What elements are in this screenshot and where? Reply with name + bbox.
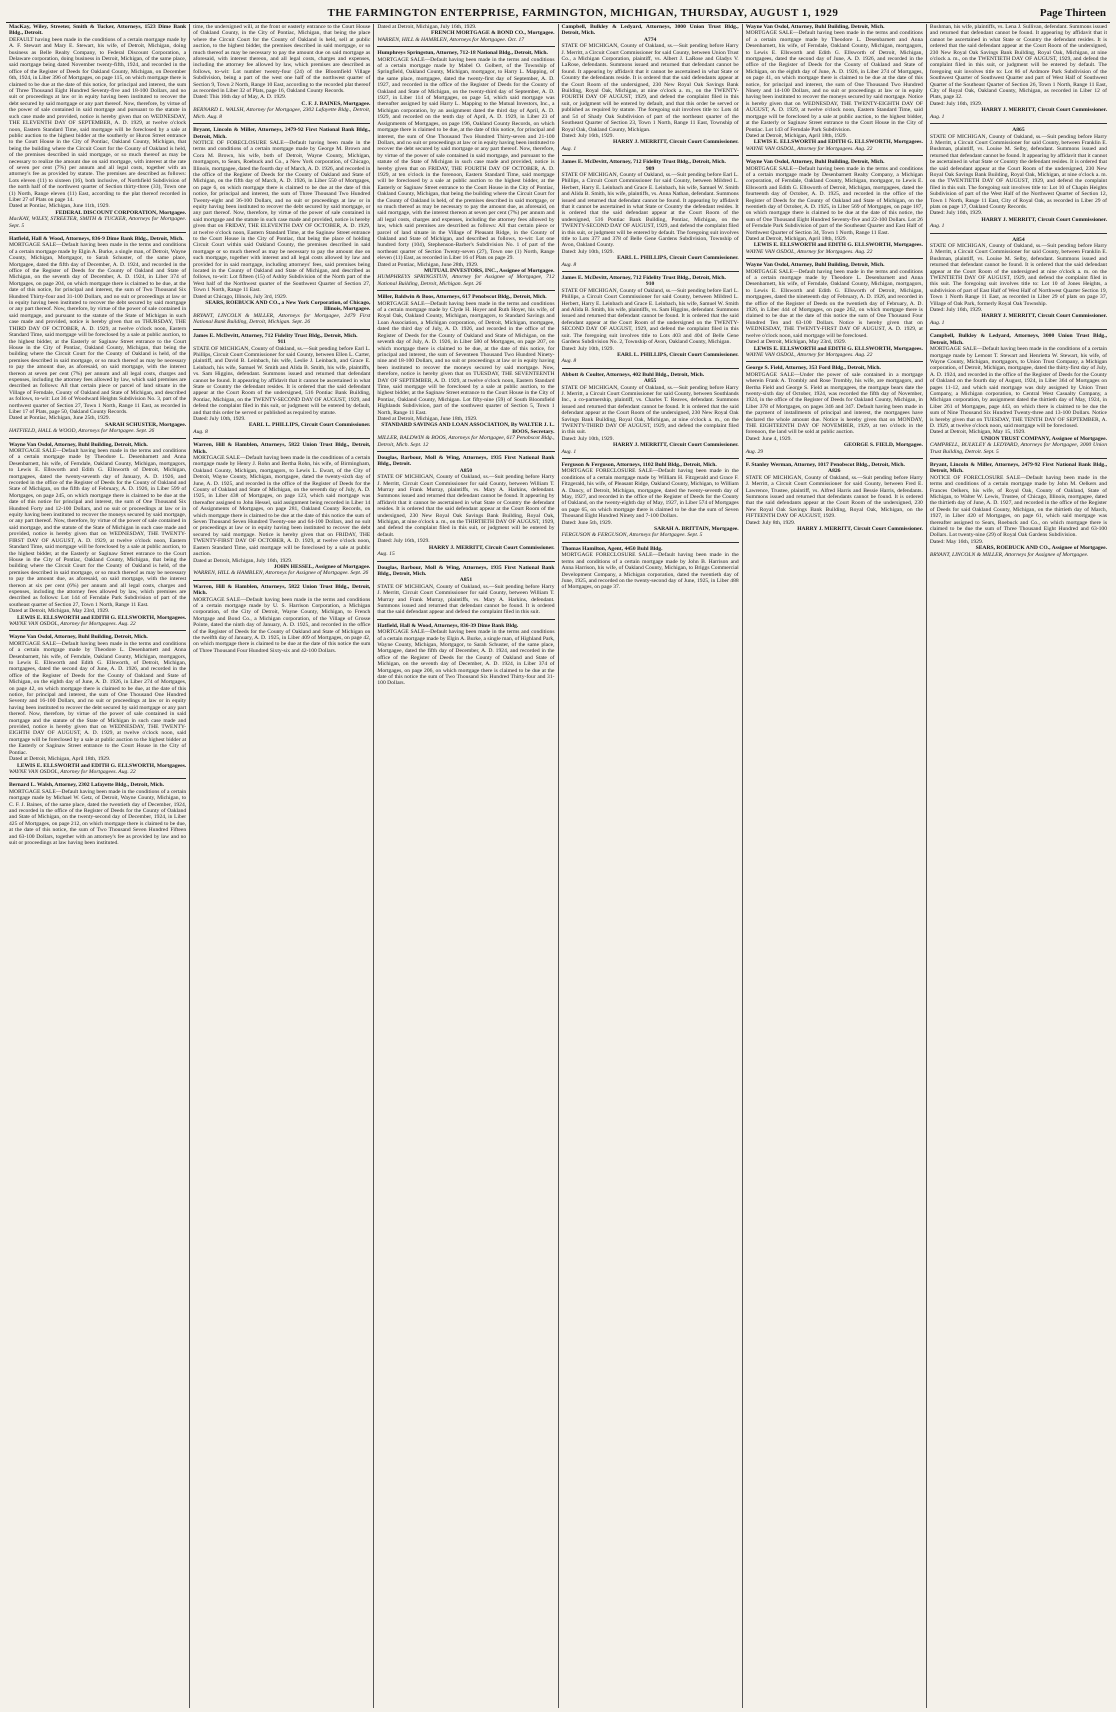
notice-divider bbox=[377, 46, 554, 47]
notice-foot: CAMPBELL, BULKLEY & LEDYARD, Attorneys for Mortgagee, 3000 Union Trust Building, Detroit. Sept. 5 bbox=[929, 442, 1108, 455]
notice-head: Thomas Hamilton, Agent, 4450 Buhl Bldg. bbox=[561, 545, 663, 552]
notice-foot: BRYANT, LINCOLN & MILLER, Attorneys for Assignee of Mortgagee. bbox=[929, 551, 1089, 558]
notice-head: James E. McDevitt, Attorney, 712 Fidelity Trust Bldg., Detroit, Mich. bbox=[193, 332, 358, 339]
notice-date: Dated: July 16th, 1929. bbox=[561, 132, 614, 139]
column-4 bbox=[558, 24, 742, 1708]
notice-head: James E. McDevitt, Attorney, 712 Fidelity Trust Bldg., Detroit, Mich. bbox=[561, 275, 726, 282]
notice-foot: BRYANT, LINCOLN & MILLER, Attorneys for Mortgagee, 2479 First National Bank Building, Detroit, Michigan. Sept. 26 bbox=[193, 312, 371, 326]
notice-head: Miller, Baldwin & Boos, Attorneys, 617 Penobscot Bldg., Detroit, Mich. bbox=[377, 294, 547, 301]
notice-ref: A865 bbox=[1012, 127, 1025, 134]
notice-head: Warren, Hill & Hamblen, Attorneys, 5822 Union Trust Bldg., Detroit, Mich. bbox=[193, 583, 371, 597]
notice-foot: FERGUSON & FERGUSON, Attorneys for Mortgagee. Sept. 5 bbox=[561, 532, 703, 539]
column-1 bbox=[6, 24, 189, 1708]
notice-body: MORTGAGE SALE—Default having been made in the terms and conditions of a certain mortgage made by Desenbarnett Realty Company, a Michigan corporation, of Ferndale, Oakland County, Michigan, mortgagor, to Lewis E. Ellsworth and Edith G. Ellsworth of Detroit, Michigan, mortgagees, dated the fourteenth day of October, A. D. 1925, and recorded in the office of the Register of Deeds for the County of Oakland and State of Michigan, on the twentieth day of October, A. D. 1925, in Liber 569 of Mortgages, on page 187, on which mortgage there is claimed to be due at the date of this notice, the sum of One Thousand Eight Hundred Seventy-five and 22-100 Dollars. Lot 26 of Ferndale Park Subdivision of part of the Southeast Quarter and East Half of Northwest Quarter of Section 34, Town 1 North, Range 11 East. bbox=[745, 165, 923, 236]
notice-foot: Aug. 8 bbox=[193, 428, 208, 435]
notice-divider bbox=[377, 619, 554, 620]
notice-head: Douglas, Barbour, Moll & Wing, Attorneys, 1935 First National Bank Bldg., Detroit, Mich. bbox=[377, 564, 555, 577]
notice-ref: A855 bbox=[643, 378, 657, 385]
notice-body: MORTGAGE SALE—Default having been made in the conditions of a certain mortgage made by Lemont T. Stewart and Henrietta W. Stewart, his wife, of Wayne County, Michigan, mortgagors, to Union Trust Company, a Michigan corporation, of Detroit, Michigan, mortgagee, dated the thirty-first day of July, A. D. 1924, and recorded in the office of the Register of Deeds for the County of Oakland on the fourth day of August, 1924, in Liber 364 of Mortgages on pages 11-12, and which said mortgage was duly assigned by Union Trust Company, a Michigan corporation, to Central West Casualty Company, a Michigan corporation, by assignment dated the thirtieth day of May, 1924, in Liber 261 of Mortgages, page 443, on which there is claimed to be due the sum of Nine Thousand Six Hundred Twenty-three and 13-100 Dollars. Notice is hereby given that on TUESDAY, THE TENTH DAY OF SEPTEMBER, A. D. 1929, at twelve o'clock noon, said mortgage will be foreclosed. bbox=[929, 346, 1108, 429]
notice-head: Bryant, Lincoln & Miller, Attorneys, 2479-92 First National Bank Bldg., Detroit, Mich. bbox=[929, 462, 1108, 475]
notice-sig: FEDERAL DISCOUNT CORPORATION, Mortgagee. bbox=[55, 209, 187, 216]
notice-foot: Aug. 8 bbox=[561, 358, 577, 365]
legal-notice bbox=[377, 565, 554, 616]
notice-divider bbox=[377, 290, 554, 291]
legal-notice bbox=[9, 634, 186, 775]
notice-sig: JOHN HESSEL, Assignee of Mortgagee. bbox=[273, 563, 371, 570]
notice-body: time, the undersigned will, at the front or easterly entrance to the Court House of Oakland County, in the City of Pontiac, Michigan, that being the place where the Circuit Court for the County of Oakland is held, sell at public auction, to the highest bidder, the premises described in said mortgage, or so much thereof as may be necessary to pay the amount due on said mortgage as aforesaid, with interest thereon, and all legal costs, charges and expenses, including the attorney fee allowed by law, which premises are described as follows, to-wit: Lot number twenty-four (24) of the Bloomfield Village Subdivision, being a part of the west one half of the northwest quarter of Section 9, Town 2 North, Range 10 East, according to the recorded plat thereof as recorded in Liber 32 of Plats, page 16, Oakland County Records. bbox=[193, 24, 371, 95]
notice-sig: LEWIS E. ELLSWORTH and EDITH G. ELLSWORTH, Mortgagees. bbox=[753, 139, 923, 146]
notice-head: Wayne Van Osdol, Attorney, Buhl Building, Detroit, Mich. bbox=[9, 634, 148, 641]
legal-notice bbox=[193, 333, 370, 436]
notice-ref: A774 bbox=[643, 36, 657, 43]
notice-date: Dated: July 16th, 1929. bbox=[929, 100, 983, 107]
notice-foot: Aug. 1 bbox=[561, 145, 577, 152]
legal-notice bbox=[746, 159, 923, 255]
legal-notice bbox=[562, 159, 739, 268]
notice-foot: Aug. 15 bbox=[377, 551, 395, 558]
notice-divider bbox=[193, 329, 370, 330]
notice-date: Dated: July 16th, 1929. bbox=[377, 538, 430, 545]
notice-foot: WARREN, HILL & HAMBLEN, Attorneys for Assignee of Mortgagee. Sept. 26 bbox=[193, 570, 369, 577]
notice-body: MORTGAGE SALE—Default having been made in the terms and conditions of a certain mortgage made by Theodore L. Desenbarnett and Anna Desenbarnett, his wife, of Ferndale, Oakland County, Michigan, mortgagors, to Lewis E. Ellsworth and Edith G. Ellsworth of Detroit, Michigan, mortgagees, dated the twenty-seventh day of January, A. D. 1926, and recorded in the office of the Register of Deeds for the County of Oakland and State of Michigan, on the fifth day of February, A. D. 1926, in Liber 599 of Mortgages, on page 245, on which mortgage there is claimed to be due at the date of this notice for principal and interest, the sum of One Thousand Six Hundred Forty and 12-100 Dollars, and no suit or proceedings at law or in equity having been instituted to recover the moneys secured by said mortgage, or any part thereof. Now, therefore, by virtue of the power of sale contained in said mortgage, and the statute of the State of Michigan in such case made and provided, notice is hereby given that on WEDNESDAY, THE TWENTY-FIRST DAY OF AUGUST, A. D. 1929, at twelve o'clock noon, Eastern Standard Time, said mortgage will be foreclosed by a sale at public auction, to the highest bidder, at the Easterly or Saginaw Street entrance to the Court House in the City of Pontiac, Oakland County, Michigan, that being the building where the Circuit Court for the County of Oakland is held, of the premises described in said mortgage, or so much thereof as may be necessary to pay the amount due, as aforesaid, on said mortgage, with the interest thereon at six per cent (6%) per annum and all legal costs, charges and expenses, including the attorney fees allowed by law, which premises are described as follows: Lot 144 of Ferndale Park Subdivision of part of the southeast quarter of Section 27, Town 1 North, Range 11 East. bbox=[9, 448, 187, 608]
notice-sig: SEARS, ROEBUCK AND CO., a New York Corporation, of Chicago, Illinois, Mortgagee. bbox=[205, 300, 371, 313]
notice-foot: WARREN, HILL & HAMBLEN, Attorneys for Mortgagee. Oct. 17 bbox=[377, 36, 525, 43]
notice-sig: HARRY J. MERRITT, Circuit Court Commissioner. bbox=[981, 107, 1108, 114]
notice-date: Dated at Detroit, Michigan, April 18th, 1929. bbox=[9, 756, 111, 763]
legal-notice bbox=[746, 24, 923, 152]
legal-notice bbox=[562, 24, 739, 152]
notice-date: Dated at Detroit, Michigan, April 18th, 1929. bbox=[745, 132, 847, 139]
notice-ref: A826 bbox=[828, 468, 841, 475]
notice-body: Bushman, his wife, plaintiffs, vs. Lena J. Sullivan, defendant. Summons issued and returned that defendant cannot be found. It appearing by affidavit that it cannot be ascertained in what State or Country the defendant resides. It is ordered that the said defendant appear at the Court Room of the undersigned, 230 New Royal Oak Savings Bank Building, Royal Oak, Michigan, at nine o'clock a. m., on the TWENTIETH DAY OF AUGUST, 1929, and defend the complaint filed in this suit, or judgment will be entered by default. The foregoing suit involves title to: Lot 86 of Ardmore Park Subdivision of the Southwest Quarter of Southwest Quarter and part of West Half of Southwest Quarter of the Southeast Quarter of Section 26, Town 1 North, Range 11 East, City of Royal Oak, Oakland County, Michigan, as recorded in Liber 12 of Plats, page 32. bbox=[929, 24, 1108, 101]
legal-notice bbox=[377, 623, 554, 687]
notice-divider bbox=[562, 542, 739, 543]
notice-sig: SARAH A. BRITTAIN, Mortgagee. bbox=[653, 526, 739, 533]
notice-body: DEFAULT having been made in the conditions of a certain mortgage made by A. F. Stewart and Mary E. Stewart, his wife, of Detroit, Michigan, doing business as Belle Realty Company, to Federal Discount Corporation, a Delaware corporation, doing business in Detroit, Michigan, of the same place, said mortgage being dated November twenty-fifth, 1924, and recorded in the office of the Register of Deeds for Oakland County, Michigan, on December 6th, 1924, in Liber 396 of Mortgages, on page 115, on which mortgage there is claimed to be due at the date of this notice, for principal and interest, the sum of Three Thousand Eight Hundred Seventy-five and 18-100 Dollars, and no suit or proceedings at law or in equity having been instituted to recover the debt secured by said mortgage or any part thereof. Now, therefore, by virtue of the power of sale contained in said mortgage and pursuant to the statute in such case made and provided, notice is hereby given that on WEDNESDAY, THE ELEVENTH DAY OF SEPTEMBER, A. D. 1929, at twelve o'clock noon, Eastern Standard Time, said mortgage will be foreclosed by a sale at public auction to the highest bidder at the southerly or Huron Street entrance to the Court House in the City of Pontiac, Oakland County, Michigan, that being the building where the Circuit Court for the County of Oakland is held, of the premises described in said mortgage, or so much thereof as may be necessary to realize the amount due on said mortgage, with interest at the rate of seven per cent (7%) per annum and all legal costs, together with an attorney's fee as provided by statute. The premises are described as follows: Lots eleven (11) to sixteen (16), both inclusive, of Northfield Subdivision of the north half of the northwest quarter of Section thirty-three (33), Town one (1) North, Range eleven (11) East, according to the plat thereof recorded in Liber 27 of Plats on page 14. bbox=[9, 36, 187, 203]
notice-head: George S. Field, Attorney, 353 Ford Bldg., Detroit, Mich. bbox=[745, 365, 881, 372]
notice-head: Bernard L. Walsh, Attorney, 2302 Lafayette Bldg., Detroit, Mich. bbox=[9, 782, 165, 789]
notice-divider bbox=[9, 778, 186, 779]
legal-notice bbox=[9, 24, 186, 229]
notice-head: Hatfield, Hall & Wood, Attorneys, 836-9 Dime Bank Bldg., Detroit, Mich. bbox=[9, 236, 184, 242]
notice-sig: GEORGE S. FIELD, Mortgagee. bbox=[843, 442, 923, 449]
legal-notice bbox=[193, 127, 370, 326]
notice-body: STATE OF MICHIGAN, County of Oakland, ss.—Suit pending before Harry J. Merritt, Circuit Court Commissioner for said County, between William T. Murray and Frank Murray, plaintiffs, vs. Mary A. Harkins, defendant. Summons issued and returned that defendant cannot be found. It is ordered that the said defendant appear and defend the complaint filed in this suit. bbox=[377, 583, 555, 616]
notice-body: MORTGAGE SALE—Default having been made in the conditions of a certain mortgage made by Henry J. Rohn and Bertha Rohn, his wife, of Birmingham, Oakland County, Michigan, mortgagors, to Lewis L. Ewart, of the City of Detroit, Wayne County, Michigan, mortgagee, dated the twenty-sixth day of June, A. D. 1925, and recorded in the office of the Register of Deeds for the County of Oakland and State of Michigan, on the seventh day of July, A. D. 1925, in Liber 438 of Mortgages, on page 123, which said mortgage was thereafter assigned to John Hessel, said assignment being recorded in Liber 14 of Assignments of Mortgages, on page 281, Oakland County Records, on which mortgage there is claimed to be due at the date of this notice the sum of Seven Thousand Seven Hundred Twenty-one and 64-100 Dollars, and no suit or proceedings at law or in equity having been instituted to recover the debt secured by said mortgage. Notice is hereby given that on FRIDAY, THE TWENTY-FIRST DAY OF OCTOBER, A. D. 1929, at twelve o'clock noon, Eastern Standard Time, said mortgage will be foreclosed by a sale at public auction. bbox=[193, 455, 371, 558]
notice-body: MORTGAGE SALE—Default having been made in the terms and conditions of a certain mortgage made by Elgin A. Burke, a single man, of Highland Park, Wayne County, Michigan, Mortgagor, to Sarah Schuster, of the same place, Mortgagee, dated the fifth day of December, A. D. 1924, and recorded in the office of the Register of Deeds for the County of Oakland and State of Michigan, on the seventh day of December, A. D. 1924, in Liber 374 of Mortgages, on page 206, on which mortgage there is claimed to be due at the date of this notice the sum of Two Thousand Six Hundred Thirty-four and 31-100 Dollars. bbox=[377, 629, 555, 687]
notice-divider bbox=[562, 368, 739, 369]
notice-body: MORTGAGE SALE—Default having been made in the terms and conditions of a certain mortgage made by Theodore L. Desenbarnett and Anna Desenbarnett, his wife, of Ferndale, Oakland County, Michigan, mortgagors, to Lewis E. Ellsworth and Edith G. Ellsworth, of Detroit, Michigan, mortgagees, dated the second day of June, A. D. 1926, and recorded in the office of the Register of Deeds for the County of Oakland and State of Michigan, on the eighth day of June, A. D. 1926, in Liber 274 of Mortgages, on page 42, on which mortgage there is claimed to be due, at the date of this notice, for principal and interest, the sum of One Thousand One Hundred Seventy and 16-100 Dollars, and no suit or proceedings at law or in equity having been instituted to recover the debt secured by said mortgage or any part thereof. Now, therefore, by virtue of the power of sale contained in said mortgage and the statute of the State of Michigan in such case made and provided, notice is hereby given that on WEDNESDAY, THE TWENTY-EIGHTH DAY OF AUGUST, A. D. 1929, at twelve o'clock noon, said mortgage will be foreclosed by a sale at public auction to the highest bidder at the Easterly or Saginaw Street entrance to the Court House in the City of Pontiac. bbox=[9, 640, 187, 756]
notice-body: STATE OF MICHIGAN, County of Oakland, ss.—Suit pending before Harry J. Merritt, Circuit Court Commissioner for said County, between William T. Murray and Frank Murray, plaintiffs, vs. Mary A. Harkins, defendant. Summons issued and returned that defendant cannot be found. It appearing by affidavit that it cannot be ascertained in what State or Country the defendant resides. It is ordered that the said defendant appear at the Court Room of the undersigned, 230 New Royal Oak Savings Bank Building, Royal Oak, Michigan, at nine o'clock a. m., on the THIRTIETH DAY OF AUGUST, 1929, and defend the complaint filed in this suit, or judgment will be entered by default. bbox=[377, 474, 555, 538]
notice-date: Dated at Pontiac, Michigan, June 11th, 1929. bbox=[9, 203, 110, 210]
notice-date: Dated: July 10th, 1929. bbox=[561, 248, 614, 255]
notice-date: Dated: July 16th, 1929. bbox=[929, 307, 983, 314]
notice-date: Dated: July 10th, 1929. bbox=[193, 415, 246, 422]
page-number: Page Thirteen bbox=[1039, 7, 1106, 19]
notice-body: MORTGAGE SALE—Default having been made in the terms and conditions of a certain mortgage made by Elgin A. Burke, a single man, of Detroit, Wayne County, Michigan, Mortgagor, to Sarah Schuster, of the same place, Mortgagee, dated the fifth day of December, A. D. 1924, and recorded in the office of the Register of Deeds for the County of Oakland and State of Michigan, on the seventh day of December, A. D. 1924, in Liber 374 of Mortgages, on page 204, on which mortgage there is claimed to be due, at the date of this notice, for principal and interest, the sum of Two Thousand Six Hundred Thirty-four and 31-100 Dollars, and no suit or proceedings at law or in equity having been instituted to recover the debt secured by said mortgage or any part thereof. Now, therefore, by virtue of the power of sale contained in said mortgage, and pursuant to the statute of the State of Michigan in such case made and provided, notice is hereby given that on THURSDAY, THE THIRD DAY OF OCTOBER, A. D. 1929, at twelve o'clock noon, Eastern Standard Time, said mortgage will be foreclosed by a sale at public auction, to the highest bidder, at the Easterly or Saginaw Street entrance to the Court House in the City of Pontiac, Oakland County, Michigan, that being the building where the Circuit Court for the County of Oakland is held, of the premises described in said mortgage, or so much thereof as may be necessary to pay the amount due, as aforesaid, on said mortgage, with the interest thereon at seven per cent (7%) per annum and all legal costs, charges and expenses, including the attorney fees allowed by law, which said premises are described as follows: All that certain piece or parcel of land situate in the Village of Ferndale, County of Oakland and State of Michigan, and described as follows, to-wit: Lot 36 of Woodward Heights Subdivision No. 3, part of the northwest quarter of Section 27, Town 1 North, Range 11 East, as recorded in Liber 17 of Plats, page 50, Oakland County Records. bbox=[9, 242, 187, 415]
notice-body: STATE OF MICHIGAN, County of Oakland, ss.—Suit pending before Harry J. Merritt, a Circuit Court Commissioner for said County, between Fred E. Lawrence, Trustee, plaintiff, vs. Alfred Harris and Bessie Harris, defendants. Summons issued and returned that defendants cannot be found. It is ordered that the said defendants appear at the Court Room of the undersigned, 230 New Royal Oak Savings Bank Building, Royal Oak, Michigan, on the FIFTEENTH DAY OF AUGUST, 1929. bbox=[745, 474, 923, 520]
notice-body: MORTGAGE FORECLOSURE SALE—Default having been made in the terms and conditions of a certain mortgage made by John B. Harrison and Anna Harrison, his wife, of Oakland County, Michigan, to Briggs Commercial Development Company, a Michigan corporation, dated the twentieth day of June, 1925, and recorded on the twenty-second day of June, 1925, in Liber 488 of Mortgages, on page 37. bbox=[561, 552, 739, 591]
notice-body: MORTGAGE SALE—Default having been made in the terms and conditions of a certain mortgage made by U. S. Harrison Corporation, a Michigan corporation, of the City of Detroit, Wayne County, Michigan, to French Mortgage and Bond Co., a Michigan corporation, of the Village of Grosse Pointe, dated the ninth day of January, A. D. 1925, and recorded in the office of the Register of Deeds for the County of Oakland and State of Michigan on the twelfth day of January, A. D. 1925, in Liber 409 of Mortgages, on page 42, on which mortgage there is claimed to be due at the date of this notice the sum of Three Thousand Four Hundred Sixty-six and 42-100 Dollars. bbox=[193, 596, 371, 654]
notice-divider bbox=[562, 271, 739, 272]
notice-body: MORTGAGE SALE—Under the power of sale contained in a mortgage wherein Frank A. Trombly and Rose Trombly, his wife, are mortgagors, and Bertha Field and George S. Field as mortgagees, the mortgage bears date the twenty-sixth day of October, 1924, was recorded the fifth day of November, 1924, in the office of the Register of Deeds for Oakland County, Michigan, in Liber 378 of Mortgages, on pages 346 and 347. Default having been made in the payment of installments of principal and interest, the mortgagees have declared the whole amount due. Notice is hereby given that on MONDAY, THE EIGHTEENTH DAY OF NOVEMBER, 1929, at ten o'clock in the forenoon, the land will be sold at public auction. bbox=[745, 371, 923, 436]
legal-notice bbox=[930, 333, 1107, 455]
notice-foot: HUMPHREYS SPRINGSTUN, Attorney for Assignee of Mortgagee, 712 National Building, Detroit, Michigan. Sept. 26 bbox=[377, 274, 555, 287]
legal-notice bbox=[193, 442, 370, 577]
notice-foot: MILLER, BALDWIN & BOOS, Attorneys for Mortgagee, 617 Penobscot Bldg., Detroit, Mich. Sept. 12 bbox=[377, 435, 555, 448]
legal-notice bbox=[377, 50, 554, 287]
masthead bbox=[6, 4, 1110, 23]
notice-divider bbox=[562, 155, 739, 156]
notice-body: STATE OF MICHIGAN, County of Oakland, ss.—Suit pending before Earl L. Phillips, a Circuit Court Commissioner for said County, between Mildred L. Herbert, Harry E. Leinbach and Grace E. Leinbach, his wife, Samuel W. Smith and Alida B. Smith, his wife, plaintiffs, vs. Anna Nathan, defendant. Summons issued and returned that defendant cannot be found. It appearing by affidavit that it cannot be ascertained in what State or Country the defendant resides. It is ordered that the said defendant appear at the Court Room of the undersigned, 516 Pontiac Bank Building, Pontiac, Michigan, on the TWENTY-SECOND DAY OF AUGUST, 1929, and defend the complaint filed in this suit, or judgment will be entered by default. The foregoing suit involves title to Lots 377 and 378 of Belle Gene Gardens Subdivision, Township of Avon, Oakland County. bbox=[561, 171, 739, 249]
notice-body: STATE OF MICHIGAN, County of Oakland, ss.—Suit pending before Harry J. Merritt, a Circuit Court Commissioner for said County, between Southlands Inc., a co-partnership, plaintiff, vs. Charles T. Reaves, defendant. Summons issued and returned that defendant cannot be found. It is ordered that the said defendant appear at the Court Room of the undersigned, 230 New Royal Oak Savings Bank Building, Royal Oak, Michigan, at nine o'clock a. m., on the TWENTY-THIRD DAY OF AUGUST, 1929, and defend the complaint filed in this suit. bbox=[561, 384, 739, 436]
legal-notice bbox=[930, 462, 1107, 558]
notice-sig: MUTUAL INVESTORS, INC., Assignee of Mortgagee. bbox=[423, 268, 555, 275]
notice-divider bbox=[193, 123, 370, 124]
notice-sig: HARRY J. MERRITT, Circuit Court Commissioner. bbox=[981, 216, 1108, 223]
notice-divider bbox=[9, 630, 186, 631]
legal-notice bbox=[377, 24, 554, 43]
notice-divider bbox=[377, 451, 554, 452]
notice-head: Wayne Van Osdol, Attorney, Buhl Building, Detroit, Mich. bbox=[9, 441, 148, 448]
notice-head: Campbell, Bulkley & Ledyard, Attorneys, 3000 Union Trust Bldg., Detroit, Mich. bbox=[929, 333, 1108, 346]
notice-head: Hatfield, Hall & Wood, Attorneys, 836-39 Dime Bank Bldg. bbox=[377, 622, 519, 629]
notice-sig: EARL L. PHILLIPS, Circuit Court Commissioner. bbox=[617, 255, 739, 262]
notice-date: Dated at Detroit, Michigan, May 15, 1929. bbox=[929, 429, 1026, 436]
notice-body: STATE OF MICHIGAN, County of Oakland, ss.—Suit pending before Harry J. Merritt, a Circuit Court Commissioner for said County, between Union Trust Co., a Michigan Corporation, plaintiff, vs. Albert J. LaRose and Gladys V. LaRose, defendants. Summons issued and returned that defendant cannot be found. It appearing by affidavit that it cannot be ascertained in what State or Country the defendants reside. It is ordered that the said defendants appear at the Court Room of the undersigned, 230 New Royal Oak Savings Bank Building, Royal Oak, Michigan, at nine o'clock a. m., on the TWENTY-FOURTH DAY OF AUGUST, 1929, and defend the complaint filed in this suit, or judgment will be entered by default, and that this order be served or published as required by statute. The foregoing suit involves title to: Lots 44 and 54 of Shady Oak Subdivision of part of the northeast quarter of the Southeast Quarter of Section 23, Town 1 North, Range 11 East, Township of Royal Oak, Oakland County, Michigan. bbox=[561, 43, 739, 133]
notice-date: Dated: June 5th, 1929. bbox=[561, 519, 613, 526]
legal-notice bbox=[746, 365, 923, 455]
notice-body: STATE OF MICHIGAN, County of Oakland, ss.—Suit pending before Harry J. Merritt, a Circuit Court Commissioner for said County, between Franklin E. Bushman, plaintiff, vs. Louise M. Selby, defendant. Summons issued and returned that defendant cannot be found. It appearing by affidavit that it cannot be ascertained in what State or Country the defendant resides. It is ordered that the said defendant appear at the Court Room of the undersigned, 230 New Royal Oak Savings Bank Building, Royal Oak, Michigan, at nine o'clock a. m. on the TWENTIETH DAY OF AUGUST, 1929, and defend the complaint filed in this suit. The foregoing suit involves title to: Lot 10 of Chapin Heights Subdivision of part of the West Half of the Northwest Quarter of Section 12, Town 1 North, Range 11 East, City of Royal Oak, as recorded in Liber 29 of plats on page 17, Oakland County Records. bbox=[929, 133, 1108, 210]
notice-date: Dated at Detroit, Michigan, July 16th, 1929. bbox=[193, 557, 293, 564]
masthead-title: THE FARMINGTON ENTERPRISE, FARMINGTON, MICHIGAN, THURSDAY, AUGUST 1, 1929 bbox=[327, 7, 839, 19]
notice-date: Dated at Detroit, Michigan, May 23rd, 1929. bbox=[745, 339, 847, 346]
notice-sig: HARRY J. MERRITT, Circuit Court Commissioner. bbox=[428, 544, 555, 551]
notice-date: Dated: July 10th, 1929. bbox=[561, 435, 614, 442]
notice-foot: Aug. 1 bbox=[929, 319, 945, 326]
notice-divider bbox=[746, 458, 923, 459]
notice-date: Dated: July 16th, 1929. bbox=[929, 210, 983, 217]
notice-head: Warren, Hill & Hamblen, Attorneys, 5822 Union Trust Bldg., Detroit, Mich. bbox=[193, 442, 371, 455]
notice-foot: HATFIELD, HALL & WOOD, Attorneys for Mortgagee. Sept. 26 bbox=[9, 428, 155, 435]
notice-body: NOTICE OF FORECLOSURE SALE—Default having been made in the terms and conditions of a certain mortgage made by John M. Oelkers and Frances Oelkers, his wife, of Royal Oak, County of Oakland, State of Michigan, to Walter W. Lewis, Trustee, of Chicago, Illinois, mortgagee, dated the thirtieth day of June, A. D. 1927, and recorded in the office of the Register of Deeds for said Oakland County, Michigan, on the thirtieth day of March, 1927, in Liber 420 of Mortgages, on page 61, which said mortgage was thereafter assigned to Sears, Roebuck and Co., on which mortgage there is claimed to be due the sum of Three Thousand Eight Hundred and 63-100 Dollars. Lot twenty-nine (29) of Royal Oak Gardens Subdivision. bbox=[929, 474, 1108, 539]
notice-sig: STANDARD SAVINGS AND LOAN ASSOCIATION, By WALTER J. L. BOOS, Secretary. bbox=[381, 422, 555, 435]
notice-divider bbox=[746, 361, 923, 362]
legal-notice bbox=[9, 442, 186, 628]
notice-body: STATE OF MICHIGAN, County of Oakland, ss.—Suit pending before Earl L. Phillips, Circuit Court Commissioner for said County, between Ellen L. Carter, plaintiff, and David B. Leinbach, his wife, Leslie J. Leinbach, and Grace E. Leinbach, his wife, Samuel W. Smith and Alida B. Smith, his wife, plaintiffs, vs. Sam Higgins, defendant. Summons issued and returned that defendant cannot be found. It appearing by affidavit that it cannot be ascertained in what State or Country the defendant resides. It is ordered that the said defendant appear at the Court Room of the undersigned, 516 Pontiac Bank Building, Pontiac, Michigan, on the TWENTY-SECOND DAY OF AUGUST, 1929, and defend the complaint filed in this suit, or judgment will be entered by default, and that this order be served or published as required by statute. bbox=[193, 345, 371, 416]
notice-sig: C. F. J. BAINES, Mortgagee. bbox=[301, 100, 371, 107]
notice-ref: A854 bbox=[1012, 236, 1025, 243]
notice-ref: 910 bbox=[645, 281, 655, 288]
legal-notice bbox=[193, 584, 370, 654]
notice-divider bbox=[930, 458, 1107, 459]
notice-body: MORTGAGE FORECLOSURE SALE—Default having been made in the conditions of a certain mortgage made by William H. Fitzgerald and Grace F. Fitzgerald, his wife, of Pleasant Ridge, Oakland County, Michigan, to William A. Dancy, of Detroit, Michigan, mortgagee, dated the twenty-seventh day of May, 1927, and recorded in the office of the Register of Deeds for the County of Oakland, on the twenty-eighth day of May, 1927, in Liber 574 of Mortgages on page 65, on which mortgage there is claimed to be due the sum of Seven Thousand Eight Hundred Ninety and 7-100 Dollars. bbox=[561, 468, 739, 520]
notice-date: Dated at Pontiac, Michigan, June 28th, 1929. bbox=[377, 261, 479, 268]
notice-foot: WAYNE VAN OSDOL, Attorney for Mortgagees. Aug. 22 bbox=[9, 620, 136, 627]
notice-divider bbox=[9, 438, 186, 439]
column-5 bbox=[742, 24, 926, 1708]
notice-sig: HARRY J. MERRITT, Circuit Court Commissioner. bbox=[981, 313, 1108, 320]
notice-ref: A850 bbox=[459, 467, 473, 474]
notice-ref: 909 bbox=[645, 165, 655, 172]
notice-body: MORTGAGE SALE—Default having been made in the terms and conditions of a certain mortgage made by Clyde H. Hoyer and Ruth Hoyer, his wife, of Royal Oak, Oakland County, Michigan, mortgagors, to Standard Savings and Loan Association, a Michigan corporation, of Detroit, Michigan, mortgagee, dated the third day of July, A. D. 1926, and recorded in the office of the Register of Deeds for the County of Oakland and State of Michigan, on the seventh day of July, A. D. 1926, in Liber 580 of Mortgages, on page 207, on which mortgage there is claimed to be due, at the date of this notice, for principal and interest, the sum of Seventeen Thousand Two Hundred Ninety-nine and 18-100 Dollars, and no suit or proceedings at law or in equity having been instituted to recover the moneys secured by said mortgage. Now, therefore, notice is hereby given that on TUESDAY, THE SEVENTEENTH DAY OF SEPTEMBER, A. D. 1929, at twelve o'clock noon, Eastern Standard Time, said mortgage will be foreclosed by a sale at public auction, to the highest bidder, at the Saginaw Street entrance to the Court House in the City of Pontiac, Oakland County, Michigan. Lot fifty-nine (59) of South Bloomfield Highlands Subdivision, part of the southwest quarter of Section 5, Town 1 North, Range 11 East. bbox=[377, 300, 555, 416]
legal-notice bbox=[377, 294, 554, 448]
notice-date: Dated: July 10th, 1929. bbox=[561, 345, 614, 352]
notice-date: Dated: May 16th, 1929. bbox=[929, 538, 984, 545]
legal-notice bbox=[193, 24, 370, 120]
legal-notice bbox=[930, 127, 1107, 230]
notice-body: STATE OF MICHIGAN, County of Oakland, ss.—Suit pending before Earl L. Phillips, a Circuit Court Commissioner for said County, between Mildred L. Herbert, Harry E. Leinbach and Grace E. Leinbach, his wife, Samuel W. Smith and Alida B. Smith, his wife, plaintiffs, vs. Sam Higgins, defendant. Summons issued and returned that defendant cannot be found. It is ordered that the said defendant appear at the Court Room of the undersigned on the TWENTY-SECOND DAY OF AUGUST, 1929, and defend the complaint filed in this suit. The foregoing suit involves title to Lots 403 and 404 of Belle Gene Gardens Subdivision No. 2, Township of Avon, Oakland County, Michigan. bbox=[561, 287, 739, 346]
notice-body: MORTGAGE SALE—Default having been made in the conditions of a certain mortgage made by Michael W. Getz, of Detroit, Wayne County, Michigan, to C. F. J. Baines, of the same place, dated the twentieth day of December, 1924, and recorded in the office of the Register of Deeds for the County of Oakland and State of Michigan, on the twenty-second day of December, 1924, in Liber 425 of Mortgages, on page 212, on which mortgage there is claimed to be due, at the date of this notice, the sum of Two Thousand Seven Hundred Fifteen and 63-100 Dollars, together with an attorney's fee as provided by law and no suit or proceedings at law having been instituted. bbox=[9, 788, 187, 846]
notice-body: MORTGAGE SALE—Default having been made in the terms and conditions of a certain mortgage made by Theodore L. Desenbarnett and Anna Desenbarnett, his wife, of Ferndale, Oakland County, Michigan, mortgagors, to Lewis E. Ellsworth and Edith G. Ellsworth of Detroit, Michigan, mortgagees, dated the second day of June, A. D. 1926, and recorded in the office of the Register of Deeds for the County of Oakland and State of Michigan, on the eighth day of June, A. D. 1926, in Liber 274 of Mortgages, on page 41, on which mortgage there is claimed to be due at the date of this notice, for principal and interest, the sum of One Thousand Two Hundred Ninety and 14-100 Dollars, and no suit or proceedings at law or in equity having been instituted to recover the moneys secured by said mortgage. Notice is hereby given that on WEDNESDAY, THE TWENTY-EIGHTH DAY OF AUGUST, A. D. 1929, at twelve o'clock noon, Eastern Standard Time, said mortgage will be foreclosed by a sale at public auction, to the highest bidder, at the Easterly or Saginaw Street entrance to the Court House in the City of Pontiac. Lot 143 of Ferndale Park Subdivision. bbox=[745, 30, 923, 133]
legal-notice bbox=[562, 372, 739, 455]
legal-notice bbox=[9, 236, 186, 435]
notice-date: Dated: July 8th, 1929. bbox=[745, 519, 796, 526]
legal-notice bbox=[9, 782, 186, 846]
notice-foot: WAYNE VAN OSDOL, Attorney for Mortgagees. Aug. 22 bbox=[745, 248, 873, 255]
notice-divider bbox=[930, 329, 1107, 330]
notice-body: NOTICE OF FORECLOSURE SALE—Default having been made in the terms and conditions of a certain mortgage made by George M. Brown and Cora M. Brown, his wife, both of Detroit, Wayne County, Michigan, mortgagors, to Sears, Roebuck and Co., a New York corporation, of Chicago, Illinois, mortgagee, dated the fourth day of March, A. D. 1926, and recorded in the office of the Register of Deeds for the County of Oakland and State of Michigan, on the fifth day of March, A. D. 1926, in Liber 550 of Mortgages, on page 6, on which mortgage there is claimed to be due at the date of this notice, for principal and interest, the sum of Three Thousand Two Hundred Twenty-eight and 36-100 Dollars, and no suit or proceedings at law or in equity having been instituted to recover the debt secured by said mortgage, or any part thereof. Now, therefore, by virtue of the power of sale contained in said mortgage and the statute in such case made and provided, notice is hereby given that on FRIDAY, THE ELEVENTH DAY OF OCTOBER, A. D. 1929, at twelve o'clock noon, Eastern Standard Time, at the Saginaw Street entrance to the Court House in the City of Pontiac, that being the place of holding Circuit Court within said Oakland County, the premises described in said mortgage or so much thereof as may be necessary to pay the amount due on such mortgage, together with interest and all legal costs allowed by law and provided for in said mortgage, including attorneys' fees, said premises being located in the County of Oakland and State of Michigan, and described as follows, to-wit: Lot fifteen (15) of Ashby Subdivision of the North part of the West half of the Northwest quarter of the Southwest Quarter of Section 27, Town 1 North, Range 11 East. bbox=[193, 139, 371, 294]
notice-sig: SEARS, ROEBUCK AND CO., Assignee of Mortgagee. bbox=[975, 545, 1108, 552]
notice-divider bbox=[193, 438, 370, 439]
notice-divider bbox=[193, 580, 370, 581]
legal-notices-columns bbox=[6, 24, 1110, 1708]
legal-notice bbox=[930, 24, 1107, 120]
notice-foot: BERNARD L. WALSH, Attorney for Mortgagee, 2302 Lafayette Bldg., Detroit, Mich. Aug. 8 bbox=[193, 107, 371, 120]
notice-divider bbox=[746, 155, 923, 156]
notice-head: F. Stanley Werman, Attorney, 1017 Penobscot Bldg., Detroit, Mich. bbox=[745, 462, 905, 468]
notice-head: Abbott & Coulter, Attorneys, 402 Buhl Bldg., Detroit, Mich. bbox=[561, 371, 705, 378]
notice-foot: Aug. 8 bbox=[561, 261, 577, 268]
notice-head: Bryant, Lincoln & Miller, Attorneys, 2479-92 First National Bank Bldg., Detroit, Mich. bbox=[193, 127, 371, 140]
notice-foot: WAYNE VAN OSDOL, Attorney for Mortgagees. Aug. 22 bbox=[745, 145, 873, 152]
notice-foot: Aug. 1 bbox=[929, 113, 945, 120]
notice-foot: Aug. 1 bbox=[929, 223, 945, 230]
notice-date: Dated at Pontiac, Michigan, June 25th, 1929. bbox=[9, 415, 110, 422]
notice-foot: WAYNE VAN OSDOL, Attorney for Mortgagees. Aug. 22 bbox=[9, 768, 136, 775]
legal-notice bbox=[562, 462, 739, 539]
notice-divider bbox=[9, 232, 186, 233]
legal-notice bbox=[562, 275, 739, 365]
notice-head: Humphreys Springstun, Attorney, 712-18 National Bldg., Detroit, Mich. bbox=[377, 50, 548, 57]
legal-notice bbox=[562, 546, 739, 591]
notice-foot: MacKAY, WILEY, STREETER, SMITH & TUCKER, Attorneys for Mortgagee. Sept. 5 bbox=[9, 216, 187, 229]
notice-head: Wayne Van Osdol, Attorney, Buhl Building, Detroit, Mich. bbox=[745, 262, 885, 269]
notice-sig: SARAH SCHUSTER, Mortgagee. bbox=[105, 421, 187, 428]
notice-date: Dated at Detroit, Michigan, April 18th, 1929. bbox=[745, 236, 847, 242]
notice-date: Dated: This 16th day of May, A. D. 1929. bbox=[193, 94, 287, 101]
notice-sig: FRENCH MORTGAGE & BOND CO., Mortgagee. bbox=[431, 30, 555, 37]
notice-sig: HARRY J. MERRITT, Circuit Court Commissioner. bbox=[797, 526, 923, 533]
notice-head: Ferguson & Ferguson, Attorneys, 1102 Buhl Bldg., Detroit, Mich. bbox=[561, 462, 717, 468]
notice-date: Dated at Detroit, Michigan, June 18th, 1929. bbox=[377, 415, 478, 422]
notice-body: STATE OF MICHIGAN, County of Oakland, ss.—Suit pending before Harry J. Merritt, a Circuit Court Commissioner for said County, between Franklin E. Bushman, plaintiff, vs. Louise M. Selby, defendant. Summons issued and returned that defendant cannot be found. It is ordered that the said defendant appear at the Court Room of the undersigned at nine o'clock a. m. on the TWENTIETH DAY OF AUGUST, 1929, and defend the complaint filed in this suit. The foregoing suit involves title to: Lot 10 of Jones Heights, a subdivision of part of East Half of West Half of Northwest Quarter Section 19, Town 1 North Range 11 East, as recorded in Liber 29 of plats on page 37, Village of Oak Park, formerly Royal Oak Township. bbox=[929, 243, 1108, 307]
notice-sig: EARL L. PHILLIPS, Circuit Court Commissioner. bbox=[248, 422, 371, 429]
notice-sig: LEWIS E. ELLSWORTH and EDITH G. ELLSWORTH, Mortgagees. bbox=[753, 242, 923, 249]
column-6 bbox=[926, 24, 1110, 1708]
notice-sig: LEWIS E. ELLSWORTH and EDITH G. ELLSWORTH, Mortgagees. bbox=[17, 762, 187, 769]
notice-sig: UNION TRUST COMPANY, Assignee of Mortgagee. bbox=[980, 435, 1108, 442]
legal-notice bbox=[746, 262, 923, 358]
notice-date: Dated at Detroit, Michigan, May 23rd, 1929. bbox=[9, 608, 110, 615]
notice-head: Douglas, Barbour, Moll & Wing, Attorneys, 1935 First National Bank Bldg., Detroit. bbox=[377, 455, 555, 468]
notice-foot: Aug. 29 bbox=[745, 448, 764, 455]
notice-sig: HARRY J. MERRITT, Circuit Court Commissioner. bbox=[613, 139, 739, 146]
column-2 bbox=[189, 24, 373, 1708]
legal-notice bbox=[377, 455, 554, 558]
notice-sig: LEWIS E. ELLSWORTH and EDITH G. ELLSWORTH, Mortgagees. bbox=[17, 614, 187, 621]
notice-foot: WAYNE VAN OSDOL, Attorney for Mortgagees. Aug. 22 bbox=[745, 351, 873, 358]
notice-divider bbox=[377, 561, 554, 562]
notice-head: Wayne Van Osdol, Attorney, Buhl Building, Detroit, Mich. bbox=[745, 159, 885, 166]
legal-notice bbox=[746, 462, 923, 532]
notice-sig: EARL L. PHILLIPS, Circuit Court Commissioner. bbox=[617, 351, 739, 358]
column-3 bbox=[373, 24, 557, 1708]
notice-divider bbox=[930, 233, 1107, 234]
notice-head: MacKay, Wiley, Streeter, Smith & Tucker, Attorneys, 1523 Dime Bank Bldg., Detroit. bbox=[9, 24, 187, 37]
notice-date: Dated at Detroit, Michigan, July 16th, 1929. bbox=[377, 24, 477, 30]
notice-divider bbox=[562, 458, 739, 459]
notice-date: Dated: June 4, 1929. bbox=[745, 435, 792, 442]
notice-date: Dated at Chicago, Illinois, July 3rd, 1929. bbox=[193, 293, 288, 300]
legal-notice bbox=[930, 237, 1107, 327]
notice-head: Wayne Van Osdol, Attorney, Buhl Building, Detroit, Mich. bbox=[745, 24, 885, 30]
notice-divider bbox=[746, 258, 923, 259]
notice-head: James E. McDevitt, Attorney, 712 Fidelity Trust Bldg., Detroit, Mich. bbox=[561, 159, 726, 166]
notice-sig: HARRY J. MERRITT, Circuit Court Commissioner. bbox=[613, 442, 739, 449]
notice-ref: A851 bbox=[459, 577, 473, 584]
notice-head: Campbell, Bulkley & Ledyard, Attorneys, 3000 Union Trust Bldg., Detroit, Mich. bbox=[561, 24, 739, 37]
notice-body: MORTGAGE SALE—Default having been made in the terms and conditions of a certain mortgage made by Theodore L. Desenbarnett and Anna Desenbarnett, his wife, of Ferndale, Oakland County, Michigan, mortgagors, to Lewis E. Ellsworth and Edith G. Ellsworth of Detroit, Michigan, mortgagees, dated the nineteenth day of February, A. D. 1926, and recorded in the office of the Register of Deeds on the twentieth day of February, A. D. 1926, in Liber 444 of Mortgages, on page 262, on which mortgage there is claimed to be due at the date of this notice the sum of One Thousand Four Hundred Ten and 63-100 Dollars. Notice is hereby given that on WEDNESDAY, THE TWENTY-FIRST DAY OF AUGUST, A. D. 1929, at twelve o'clock noon, said mortgage will be foreclosed. bbox=[745, 268, 923, 339]
notice-divider bbox=[930, 123, 1107, 124]
notice-body: MORTGAGE SALE—Default having been made in the terms and conditions of a certain mortgage made by Mabel O. Golbert, of the Township of Springfield, Oakland County, Michigan, mortgagor, to Harry L. Mapping, of the same place, mortgagee, dated the twenty-first day of September, A. D. 1927, and recorded in the office of the Register of Deeds for the County of Oakland and State of Michigan, on the twenty-third day of September, A. D. 1927, in Liber 114 of Mortgages, on page 54, which said mortgage was thereafter assigned by said Harry L. Mapping to the Mutual Investors, Inc., a Michigan corporation, by an assignment dated the third day of April, A. D. 1929, and recorded on the tenth day of April, A. D. 1929, in Liber 23 of Assignments of Mortgages, on page 196, Oakland County Records, on which mortgage there is claimed to be due, at the date of this notice, for principal and interest, the sum of One Thousand Two Hundred Thirty-seven and 21-100 Dollars, and no suit or proceedings at law or in equity having been instituted to recover the debt secured by said mortgage or any part thereof. Now, therefore, by virtue of the power of sale contained in said mortgage, and pursuant to the statute of the State of Michigan in such case made and provided, notice is hereby given that on FRIDAY, THE FOURTH DAY OF OCTOBER, A. D. 1929, at ten o'clock in the forenoon, Eastern Standard Time, said mortgage will be foreclosed by a sale at public auction to the highest bidder, at the Easterly or Saginaw Street entrance to the Court House in the City of Pontiac, Oakland County, Michigan, that being the building where the Circuit Court for the County of Oakland is held, of the premises described in said mortgage, or so much thereof as may be necessary to pay the amount due, as aforesaid, on said mortgage, with the interest thereon at seven per cent (7%) per annum and all legal costs, charges and expenses, including the attorney fees allowed by law, which said premises are described as follows: All that certain piece or parcel of land situate in the Village of Pleasant Ridge, in the County of Oakland and State of Michigan, and described as follows, to-wit: Lot one hundred forty (104), Stephenson-Barber's Subdivision No. 1 of part of the northeast quarter of Section Twenty-seven (27), Town one (1) North, Range eleven (11) East, as recorded in Liber 16 of Plats on page 29. bbox=[377, 56, 555, 262]
notice-sig: LEWIS E. ELLSWORTH and EDITH G. ELLSWORTH, Mortgagees. bbox=[753, 345, 923, 352]
notice-foot: Aug. 1 bbox=[561, 448, 577, 455]
notice-ref: 911 bbox=[277, 339, 286, 346]
